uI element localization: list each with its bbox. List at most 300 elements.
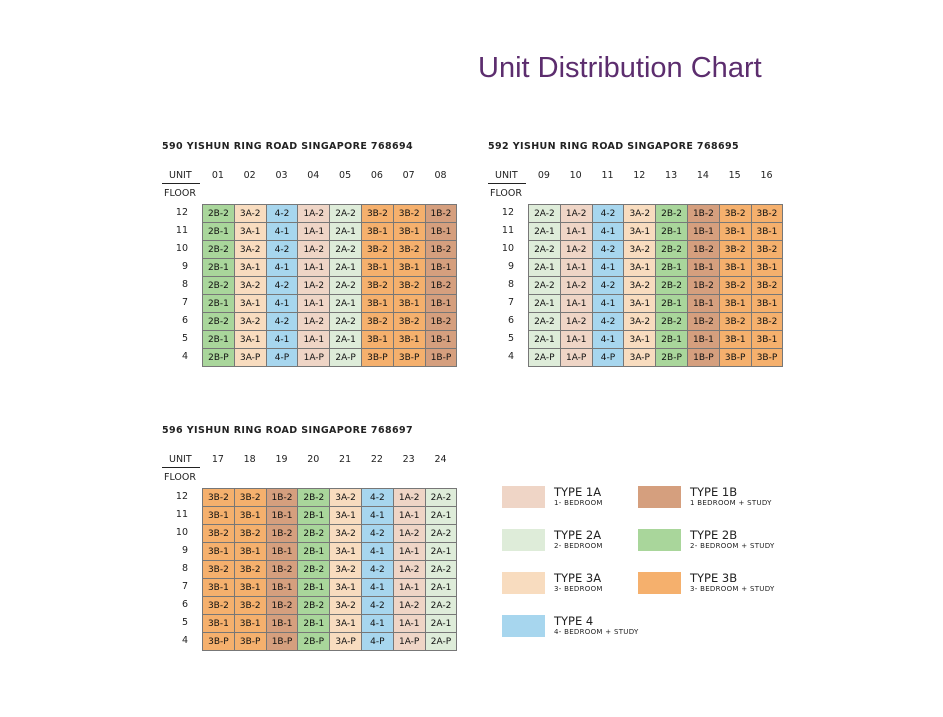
unit-cell: 1B-1 [266, 615, 298, 633]
grid-row [203, 489, 457, 507]
unit-column-header: 04 [307, 170, 320, 181]
unit-cell: 1A-1 [393, 543, 425, 561]
unit-cell: 2A-2 [529, 205, 561, 223]
unit-cell: 3B-2 [393, 277, 425, 295]
unit-cell: 2B-2 [656, 277, 688, 295]
unit-cell: 1B-2 [425, 241, 457, 259]
floor-number: 12 [175, 491, 188, 502]
unit-cell: 2B-1 [656, 259, 688, 277]
unit-cell: 3B-P [234, 633, 266, 651]
unit-cell: 3B-1 [234, 615, 266, 633]
unit-cell: 1A-P [560, 349, 592, 367]
unit-cell: 1A-2 [560, 205, 592, 223]
unit-column-header: 23 [402, 454, 415, 465]
unit-cell: 4-P [361, 633, 393, 651]
unit-cell: 4-1 [266, 331, 298, 349]
unit-cell: 3B-1 [361, 295, 393, 313]
unit-cell: 2B-2 [298, 561, 330, 579]
unit-cell: 1A-2 [560, 277, 592, 295]
legend-swatch [502, 486, 545, 508]
unit-cell: 1A-1 [560, 259, 592, 277]
grid-row [203, 349, 457, 367]
floor-number: 6 [181, 315, 188, 326]
unit-cell: 3B-2 [203, 597, 235, 615]
floor-number: 10 [175, 243, 188, 254]
unit-cell: 3A-2 [330, 525, 362, 543]
unit-cell: 1A-1 [298, 331, 330, 349]
unit-cell: 3B-1 [751, 295, 783, 313]
unit-cell: 1B-1 [687, 259, 719, 277]
legend-swatch [638, 486, 681, 508]
unit-cell: 3B-2 [361, 205, 393, 223]
unit-cell: 3B-2 [751, 277, 783, 295]
grid-row [529, 313, 783, 331]
unit-cell: 1B-1 [266, 579, 298, 597]
floor-number: 8 [181, 563, 188, 574]
grid-row [203, 241, 457, 259]
unit-cell: 3B-1 [203, 615, 235, 633]
unit-cell: 1B-2 [425, 277, 457, 295]
floor-number: 5 [507, 333, 514, 344]
floor-number: 4 [507, 351, 514, 362]
unit-cell: 3B-1 [751, 259, 783, 277]
unit-cell: 1B-2 [266, 561, 298, 579]
legend-type-name: TYPE 4 [554, 614, 594, 628]
floor-number: 7 [507, 297, 514, 308]
unit-cell: 3B-2 [751, 241, 783, 259]
unit-cell: 1A-2 [393, 525, 425, 543]
grid-row [529, 241, 783, 259]
unit-cell: 1A-2 [560, 313, 592, 331]
unit-cell: 3B-1 [361, 259, 393, 277]
unit-cell: 3A-1 [234, 331, 266, 349]
unit-cell: 2B-1 [203, 223, 235, 241]
block-title: 592 YISHUN RING ROAD SINGAPORE 768695 [488, 141, 739, 152]
legend-type-name: TYPE 2A [554, 528, 602, 542]
grid-row [203, 507, 457, 525]
legend-type-desc: 3- BEDROOM + STUDY [690, 585, 775, 593]
legend-type-name: TYPE 3A [554, 571, 602, 585]
unit-cell: 3B-1 [393, 259, 425, 277]
unit-cell: 4-P [266, 349, 298, 367]
grid-row [203, 633, 457, 651]
unit-cell: 2B-1 [298, 543, 330, 561]
unit-cell: 2B-2 [656, 205, 688, 223]
unit-cell: 2B-2 [298, 489, 330, 507]
unit-cell: 2A-2 [425, 525, 457, 543]
unit-cell: 1B-1 [687, 223, 719, 241]
unit-cell: 3A-2 [624, 277, 656, 295]
floor-number: 11 [175, 509, 188, 520]
legend-type-desc: 2- BEDROOM [554, 542, 603, 550]
unit-cell: 2B-1 [298, 579, 330, 597]
legend-swatch [502, 572, 545, 594]
legend-type-name: TYPE 3B [690, 571, 738, 585]
unit-cell: 2B-2 [298, 597, 330, 615]
unit-column-header: 12 [633, 170, 646, 181]
unit-column-header: 16 [760, 170, 773, 181]
floor-number: 5 [181, 333, 188, 344]
legend-swatch [638, 572, 681, 594]
unit-cell: 2A-1 [529, 259, 561, 277]
unit-cell: 1B-1 [687, 331, 719, 349]
grid-row [529, 331, 783, 349]
unit-cell: 3B-2 [719, 205, 751, 223]
unit-cell: 2A-1 [425, 507, 457, 525]
unit-cell: 3A-1 [330, 579, 362, 597]
unit-cell: 2B-1 [203, 259, 235, 277]
unit-cell: 2B-P [656, 349, 688, 367]
unit-cell: 4-2 [592, 241, 624, 259]
unit-column-header: 08 [434, 170, 447, 181]
unit-cell: 3B-1 [719, 331, 751, 349]
unit-cell: 3B-1 [719, 259, 751, 277]
block-title: 596 YISHUN RING ROAD SINGAPORE 768697 [162, 425, 413, 436]
unit-column-header: 18 [243, 454, 256, 465]
unit-cell: 3A-2 [234, 241, 266, 259]
unit-cell: 2A-P [425, 633, 457, 651]
unit-cell: 3A-2 [234, 313, 266, 331]
unit-cell: 3B-2 [234, 597, 266, 615]
grid-row [203, 295, 457, 313]
unit-cell: 3A-2 [330, 489, 362, 507]
unit-cell: 1B-1 [266, 507, 298, 525]
legend-type-desc: 1- BEDROOM [554, 499, 603, 507]
unit-column-header: 07 [402, 170, 415, 181]
unit-cell: 4-1 [592, 259, 624, 277]
grid-row [203, 597, 457, 615]
unit-cell: 3A-1 [624, 295, 656, 313]
unit-cell: 4-1 [592, 331, 624, 349]
unit-cell: 3B-2 [203, 489, 235, 507]
unit-cell: 4-2 [361, 561, 393, 579]
unit-cell: 2B-1 [203, 295, 235, 313]
page-title: Unit Distribution Chart [478, 52, 762, 84]
unit-cell: 1B-1 [266, 543, 298, 561]
grid-row [203, 223, 457, 241]
unit-cell: 3B-1 [393, 331, 425, 349]
unit-cell: 3A-P [624, 349, 656, 367]
legend-type-desc: 1 BEDROOM + STUDY [690, 499, 772, 507]
unit-cell: 3B-2 [719, 277, 751, 295]
unit-cell: 1A-2 [393, 597, 425, 615]
unit-cell: 2B-1 [203, 331, 235, 349]
unit-cell: 3B-2 [203, 525, 235, 543]
unit-column-header: 14 [696, 170, 709, 181]
unit-cell: 4-1 [361, 543, 393, 561]
unit-cell: 3B-2 [719, 313, 751, 331]
unit-cell: 3B-2 [361, 313, 393, 331]
legend-type-name: TYPE 1B [690, 485, 738, 499]
unit-cell: 4-1 [592, 223, 624, 241]
unit-cell: 2A-1 [425, 615, 457, 633]
floor-number: 8 [507, 279, 514, 290]
unit-column-header: 09 [537, 170, 550, 181]
legend-type-desc: 4- BEDROOM + STUDY [554, 628, 639, 636]
unit-cell: 2A-2 [330, 277, 362, 295]
unit-cell: 4-2 [361, 489, 393, 507]
floor-header-label: FLOOR [164, 472, 196, 483]
unit-cell: 3B-2 [719, 241, 751, 259]
unit-column-header: 21 [339, 454, 352, 465]
unit-cell: 2A-2 [529, 241, 561, 259]
legend-type-desc: 3- BEDROOM [554, 585, 603, 593]
unit-cell: 4-1 [266, 223, 298, 241]
grid-row [203, 561, 457, 579]
unit-column-header: 22 [370, 454, 383, 465]
unit-cell: 2A-2 [425, 597, 457, 615]
unit-cell: 3B-P [203, 633, 235, 651]
unit-cell: 2B-P [298, 633, 330, 651]
floor-number: 6 [181, 599, 188, 610]
unit-cell: 3B-1 [203, 543, 235, 561]
unit-cell: 1A-1 [560, 331, 592, 349]
unit-cell: 2A-1 [425, 543, 457, 561]
unit-cell: 3B-1 [234, 507, 266, 525]
floor-number: 6 [507, 315, 514, 326]
unit-cell: 3A-1 [330, 615, 362, 633]
unit-cell: 2A-P [529, 349, 561, 367]
unit-cell: 1A-2 [298, 241, 330, 259]
unit-cell: 2B-1 [656, 331, 688, 349]
grid-row [529, 349, 783, 367]
unit-cell: 2B-2 [656, 313, 688, 331]
unit-cell: 2B-1 [656, 295, 688, 313]
unit-cell: 2B-2 [203, 277, 235, 295]
unit-cell: 2B-2 [298, 525, 330, 543]
unit-cell: 2A-2 [330, 241, 362, 259]
block-title: 590 YISHUN RING ROAD SINGAPORE 768694 [162, 141, 413, 152]
unit-cell: 3B-2 [393, 313, 425, 331]
unit-column-header: 10 [569, 170, 582, 181]
unit-cell: 1A-2 [298, 313, 330, 331]
grid-row [529, 295, 783, 313]
unit-cell: 3B-2 [234, 561, 266, 579]
unit-cell: 1B-2 [687, 277, 719, 295]
unit-header-label: UNIT [488, 170, 526, 184]
legend-type-name: TYPE 1A [554, 485, 602, 499]
unit-cell: 3A-P [330, 633, 362, 651]
unit-cell: 1A-1 [298, 259, 330, 277]
grid-row [203, 259, 457, 277]
grid-row [203, 205, 457, 223]
unit-cell: 2A-1 [330, 331, 362, 349]
unit-cell: 1A-2 [560, 241, 592, 259]
floor-number: 9 [181, 261, 188, 272]
unit-cell: 3B-2 [234, 525, 266, 543]
unit-cell: 3B-1 [361, 331, 393, 349]
unit-cell: 1A-2 [393, 489, 425, 507]
unit-cell: 1B-1 [425, 223, 457, 241]
unit-cell: 3A-P [234, 349, 266, 367]
floor-number: 8 [181, 279, 188, 290]
unit-column-header: 02 [243, 170, 256, 181]
unit-cell: 4-1 [361, 579, 393, 597]
grid-row [203, 313, 457, 331]
floor-number: 9 [507, 261, 514, 272]
unit-cell: 1B-1 [425, 331, 457, 349]
unit-cell: 2B-2 [656, 241, 688, 259]
floor-number: 11 [501, 225, 514, 236]
unit-cell: 1A-1 [560, 295, 592, 313]
unit-cell: 1B-P [425, 349, 457, 367]
unit-cell: 2A-2 [425, 489, 457, 507]
unit-cell: 2A-2 [425, 561, 457, 579]
unit-cell: 2A-1 [330, 223, 362, 241]
unit-cell: 2B-2 [203, 241, 235, 259]
unit-cell: 4-1 [266, 259, 298, 277]
grid-row [203, 579, 457, 597]
unit-cell: 3B-1 [203, 579, 235, 597]
unit-cell: 2A-P [330, 349, 362, 367]
unit-cell: 1A-1 [393, 579, 425, 597]
unit-cell: 1B-2 [425, 313, 457, 331]
unit-cell: 3A-1 [624, 223, 656, 241]
unit-cell: 2A-1 [529, 331, 561, 349]
unit-column-header: 17 [211, 454, 224, 465]
unit-cell: 4-2 [266, 205, 298, 223]
unit-cell: 3B-1 [393, 295, 425, 313]
legend-type-name: TYPE 2B [690, 528, 738, 542]
grid-row [529, 259, 783, 277]
unit-cell: 3B-2 [361, 277, 393, 295]
grid-row [203, 543, 457, 561]
floor-number: 10 [175, 527, 188, 538]
unit-cell: 2B-1 [656, 223, 688, 241]
block-592 [488, 141, 788, 371]
unit-grid [528, 204, 783, 367]
unit-cell: 4-2 [592, 277, 624, 295]
unit-cell: 1A-1 [560, 223, 592, 241]
unit-cell: 2A-1 [330, 259, 362, 277]
unit-cell: 3A-2 [624, 205, 656, 223]
unit-cell: 3B-1 [361, 223, 393, 241]
unit-cell: 3A-2 [624, 313, 656, 331]
unit-cell: 1B-P [266, 633, 298, 651]
unit-cell: 2B-1 [298, 507, 330, 525]
unit-cell: 1B-1 [687, 295, 719, 313]
unit-cell: 2B-2 [203, 313, 235, 331]
unit-cell: 1B-2 [687, 205, 719, 223]
unit-cell: 2A-2 [330, 205, 362, 223]
unit-header-label: UNIT [162, 454, 200, 468]
unit-cell: 3A-1 [234, 223, 266, 241]
floor-number: 7 [181, 581, 188, 592]
grid-row [529, 223, 783, 241]
unit-cell: 4-2 [592, 205, 624, 223]
unit-cell: 2A-2 [330, 313, 362, 331]
floor-number: 9 [181, 545, 188, 556]
unit-cell: 1B-2 [687, 241, 719, 259]
unit-cell: 3A-2 [624, 241, 656, 259]
unit-cell: 4-2 [266, 241, 298, 259]
unit-cell: 3A-1 [330, 507, 362, 525]
unit-column-header: 05 [339, 170, 352, 181]
grid-row [203, 615, 457, 633]
unit-cell: 1B-2 [266, 489, 298, 507]
block-590 [162, 141, 462, 371]
unit-column-header: 03 [275, 170, 288, 181]
unit-column-header: 19 [275, 454, 288, 465]
floor-number: 10 [501, 243, 514, 254]
unit-cell: 2A-1 [529, 295, 561, 313]
unit-column-header: 06 [370, 170, 383, 181]
unit-cell: 4-2 [266, 313, 298, 331]
unit-cell: 3B-1 [751, 331, 783, 349]
unit-cell: 3B-2 [751, 313, 783, 331]
unit-cell: 1A-1 [298, 223, 330, 241]
unit-cell: 1B-2 [266, 597, 298, 615]
unit-grid [202, 204, 457, 367]
unit-cell: 2A-2 [529, 277, 561, 295]
unit-cell: 1A-2 [393, 561, 425, 579]
unit-cell: 3A-1 [330, 543, 362, 561]
block-596 [162, 425, 462, 655]
unit-cell: 3B-2 [203, 561, 235, 579]
unit-header-label: UNIT [162, 170, 200, 184]
grid-row [203, 331, 457, 349]
unit-cell: 1B-1 [425, 259, 457, 277]
floor-number: 7 [181, 297, 188, 308]
unit-cell: 4-1 [361, 507, 393, 525]
unit-cell: 2A-1 [529, 223, 561, 241]
unit-cell: 3B-2 [234, 489, 266, 507]
unit-cell: 3B-2 [751, 205, 783, 223]
unit-cell: 3B-1 [234, 579, 266, 597]
unit-column-header: 13 [665, 170, 678, 181]
floor-header-label: FLOOR [490, 188, 522, 199]
floor-header-label: FLOOR [164, 188, 196, 199]
unit-cell: 4-1 [592, 295, 624, 313]
unit-column-header: 15 [728, 170, 741, 181]
unit-cell: 3B-1 [751, 223, 783, 241]
unit-cell: 1B-P [687, 349, 719, 367]
unit-column-header: 11 [601, 170, 614, 181]
grid-row [529, 205, 783, 223]
unit-cell: 3B-2 [393, 205, 425, 223]
unit-cell: 3A-1 [234, 295, 266, 313]
legend-swatch [638, 529, 681, 551]
unit-cell: 4-2 [592, 313, 624, 331]
unit-cell: 3B-1 [234, 543, 266, 561]
unit-cell: 2A-1 [425, 579, 457, 597]
unit-cell: 4-1 [361, 615, 393, 633]
unit-cell: 4-1 [266, 295, 298, 313]
unit-cell: 1B-2 [687, 313, 719, 331]
unit-column-header: 24 [434, 454, 447, 465]
unit-cell: 1A-P [298, 349, 330, 367]
unit-cell: 3B-P [393, 349, 425, 367]
unit-column-header: 01 [211, 170, 224, 181]
unit-cell: 3A-1 [624, 331, 656, 349]
unit-cell: 1B-1 [425, 295, 457, 313]
floor-number: 4 [181, 351, 188, 362]
unit-cell: 3B-2 [393, 241, 425, 259]
unit-cell: 1A-2 [298, 277, 330, 295]
unit-grid [202, 488, 457, 651]
legend [502, 486, 822, 646]
unit-cell: 3B-P [361, 349, 393, 367]
unit-cell: 2A-2 [529, 313, 561, 331]
unit-cell: 4-2 [361, 597, 393, 615]
floor-number: 12 [175, 207, 188, 218]
floor-number: 4 [181, 635, 188, 646]
unit-cell: 4-P [592, 349, 624, 367]
unit-cell: 3A-2 [330, 597, 362, 615]
unit-cell: 3A-1 [624, 259, 656, 277]
unit-cell: 3A-2 [234, 277, 266, 295]
legend-swatch [502, 529, 545, 551]
